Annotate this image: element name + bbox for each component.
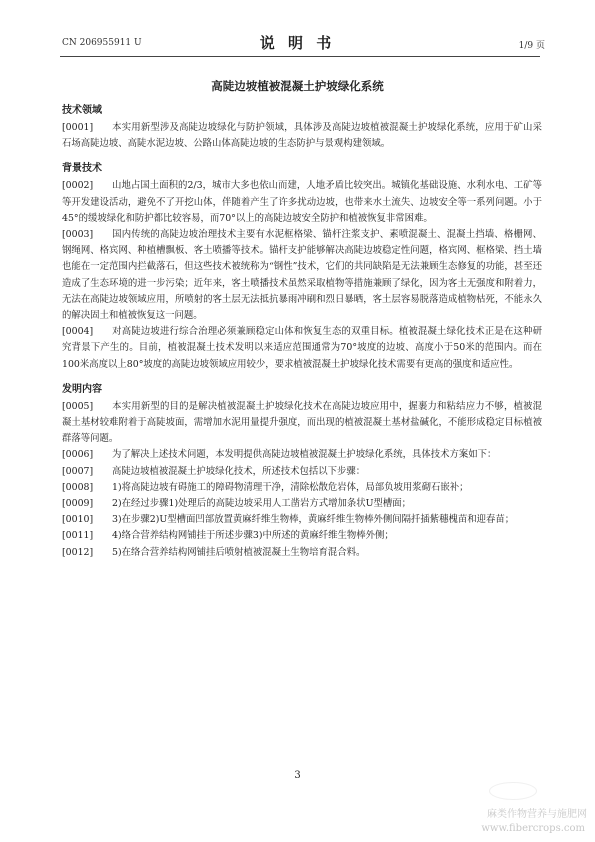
paragraph-number: [0012] — [62, 546, 94, 558]
paragraph-number: [0004] — [62, 326, 94, 338]
paragraph — [62, 480, 542, 496]
paragraph-text: 5)在络合营养结构网铺挂后喷射植被混凝土生物培育混合料。 — [112, 546, 366, 558]
paragraph-number: [0010] — [62, 514, 94, 526]
section-heading: 背景技术 — [62, 163, 102, 175]
paragraph — [62, 496, 542, 512]
paragraph-number: [0007] — [62, 465, 94, 477]
paragraph — [62, 178, 542, 227]
paragraph-number: [0008] — [62, 481, 94, 493]
paragraph-text: 本实用新型涉及高陡边坡绿化与防护领域，具体涉及高陡边坡植被混凝土护坡绿化系统，应用于矿山采石场高陡边坡、高陡水泥边坡、公路山体高陡边坡的生态防护与景观构建领域。 — [62, 122, 542, 150]
section-heading: 技术领域 — [62, 105, 102, 116]
paragraph-number: [0006] — [62, 449, 94, 461]
paragraph-text: 山地占国土面积的2/3，城市大多也依山而建，人地矛盾比较突出。城镇化基础设施、水利水电、工矿等等开发建设活动，避免不了开挖山体，伴随着产生了许多扰动边坡，也带来水土流失、边坡安全等一系列问题。小于45°的缓坡绿化和防护都比较容易，而70°以上的高陡边坡安全防护和植被恢复非常困难。 — [62, 180, 542, 224]
paragraph-text: 对高陡边坡进行综合治理必须兼顾稳定山体和恢复生态的双重目标。植被混凝土绿化技术正是在这种研究背景下产生的。目前，植被混凝土技术发明以来适应范围通常为70°坡度的边坡、高度小于50米的范围内。而在100米高度以上80°坡度的高陡边坡领域应用较少，要求植被混凝土护坡绿化技术需要有更高的强度和适应性。 — [62, 326, 542, 370]
watermark-url: www.fibercrops.com — [481, 823, 585, 834]
page-number: 3 — [294, 770, 301, 781]
page-indicator: 1/9 页 — [518, 41, 545, 51]
paragraph-text: 为了解决上述技术问题，本发明提供高陡边坡植被混凝土护坡绿化系统，具体技术方案如下： — [112, 449, 497, 461]
paragraph-number: [0005] — [62, 400, 94, 412]
paragraph — [62, 324, 542, 373]
paragraph — [62, 528, 542, 544]
paragraph-number: [0003] — [62, 229, 94, 241]
document-title: 高陡边坡植被混凝土护坡绿化系统 — [211, 79, 384, 93]
paragraph-number: [0001] — [62, 122, 94, 133]
paragraph-text: 2)在经过步骤1)处理后的高陡边坡采用人工凿岩方式增加条状U型槽面； — [112, 498, 412, 510]
header-divider — [60, 56, 540, 57]
paragraph — [62, 399, 542, 448]
doc-type: 说 明 书 — [259, 34, 336, 52]
paragraph — [62, 120, 542, 152]
page-header — [0, 32, 595, 52]
paragraph — [62, 545, 542, 561]
paragraph-text: 国内传统的高陡边坡治理技术主要有水泥框格梁、锚杆注浆支护、素喷混凝土、混凝土挡墙、格栅网、钢绳网、格宾网、种植槽飘板、客土喷播等技术。锚杆支护能够解决高陡边坡稳定性问题，格宾网、框格梁、挡土墙也能在一定范围内拦截落石，但这些技术被统称为“钢性”技术，它们的共同缺陷是无法兼顾生态修复的功能，甚至还造成了生态环境的进一步污染；近年来，客土喷播技术虽然采取植物等措施兼顾了绿化，因为客土无强度和附着力，无法在高陡边坡领域应用，所喷射的客土层无法抵抗暴雨冲刷和烈日暴晒，客土层容易脱落造成植物枯死，不能永久的解决固土和植被恢复这一问题。 — [62, 229, 542, 322]
paragraph-text: 3)在步骤2)U型槽面凹部放置黄麻纤维生物棒，黄麻纤维生物棒外侧间隔扦插紫穗槐苗和迎春苗； — [112, 514, 515, 526]
watermark-text: 麻类作物营养与施肥网 — [487, 809, 587, 820]
paragraph — [62, 447, 542, 463]
doc-number: CN 206955911 U — [62, 38, 142, 48]
paragraph-text: 高陡边坡植被混凝土护坡绿化技术，所述技术包括以下步骤： — [112, 465, 366, 477]
paragraph-number: [0011] — [62, 530, 94, 542]
paragraph-text: 4)络合营养结构网铺挂于所述步骤3)中所述的黄麻纤维生物棒外侧； — [112, 530, 394, 542]
paragraph — [62, 227, 542, 324]
paragraph-text: 本实用新型的目的是解决植被混凝土护坡绿化技术在高陡边坡应用中，握裹力和粘结应力不够，植被混凝土基材较难附着于高陡坡面，需增加水泥用量提升强度，而出现的植被混凝土基材盐碱化，不能形成稳定目标植被群落等问题。 — [62, 400, 542, 445]
paragraph — [62, 464, 542, 480]
paragraph-number: [0009] — [62, 498, 94, 510]
watermark-logo-icon — [489, 782, 537, 800]
document-body — [62, 102, 542, 561]
paragraph-number: [0002] — [62, 180, 94, 192]
paragraph-text: 1)将高陡边坡有碍施工的障碍物清理干净，清除松散危岩体，局部负坡用浆砌石嵌补； — [112, 481, 469, 493]
section-heading: 发明内容 — [62, 383, 102, 395]
paragraph — [62, 512, 542, 528]
